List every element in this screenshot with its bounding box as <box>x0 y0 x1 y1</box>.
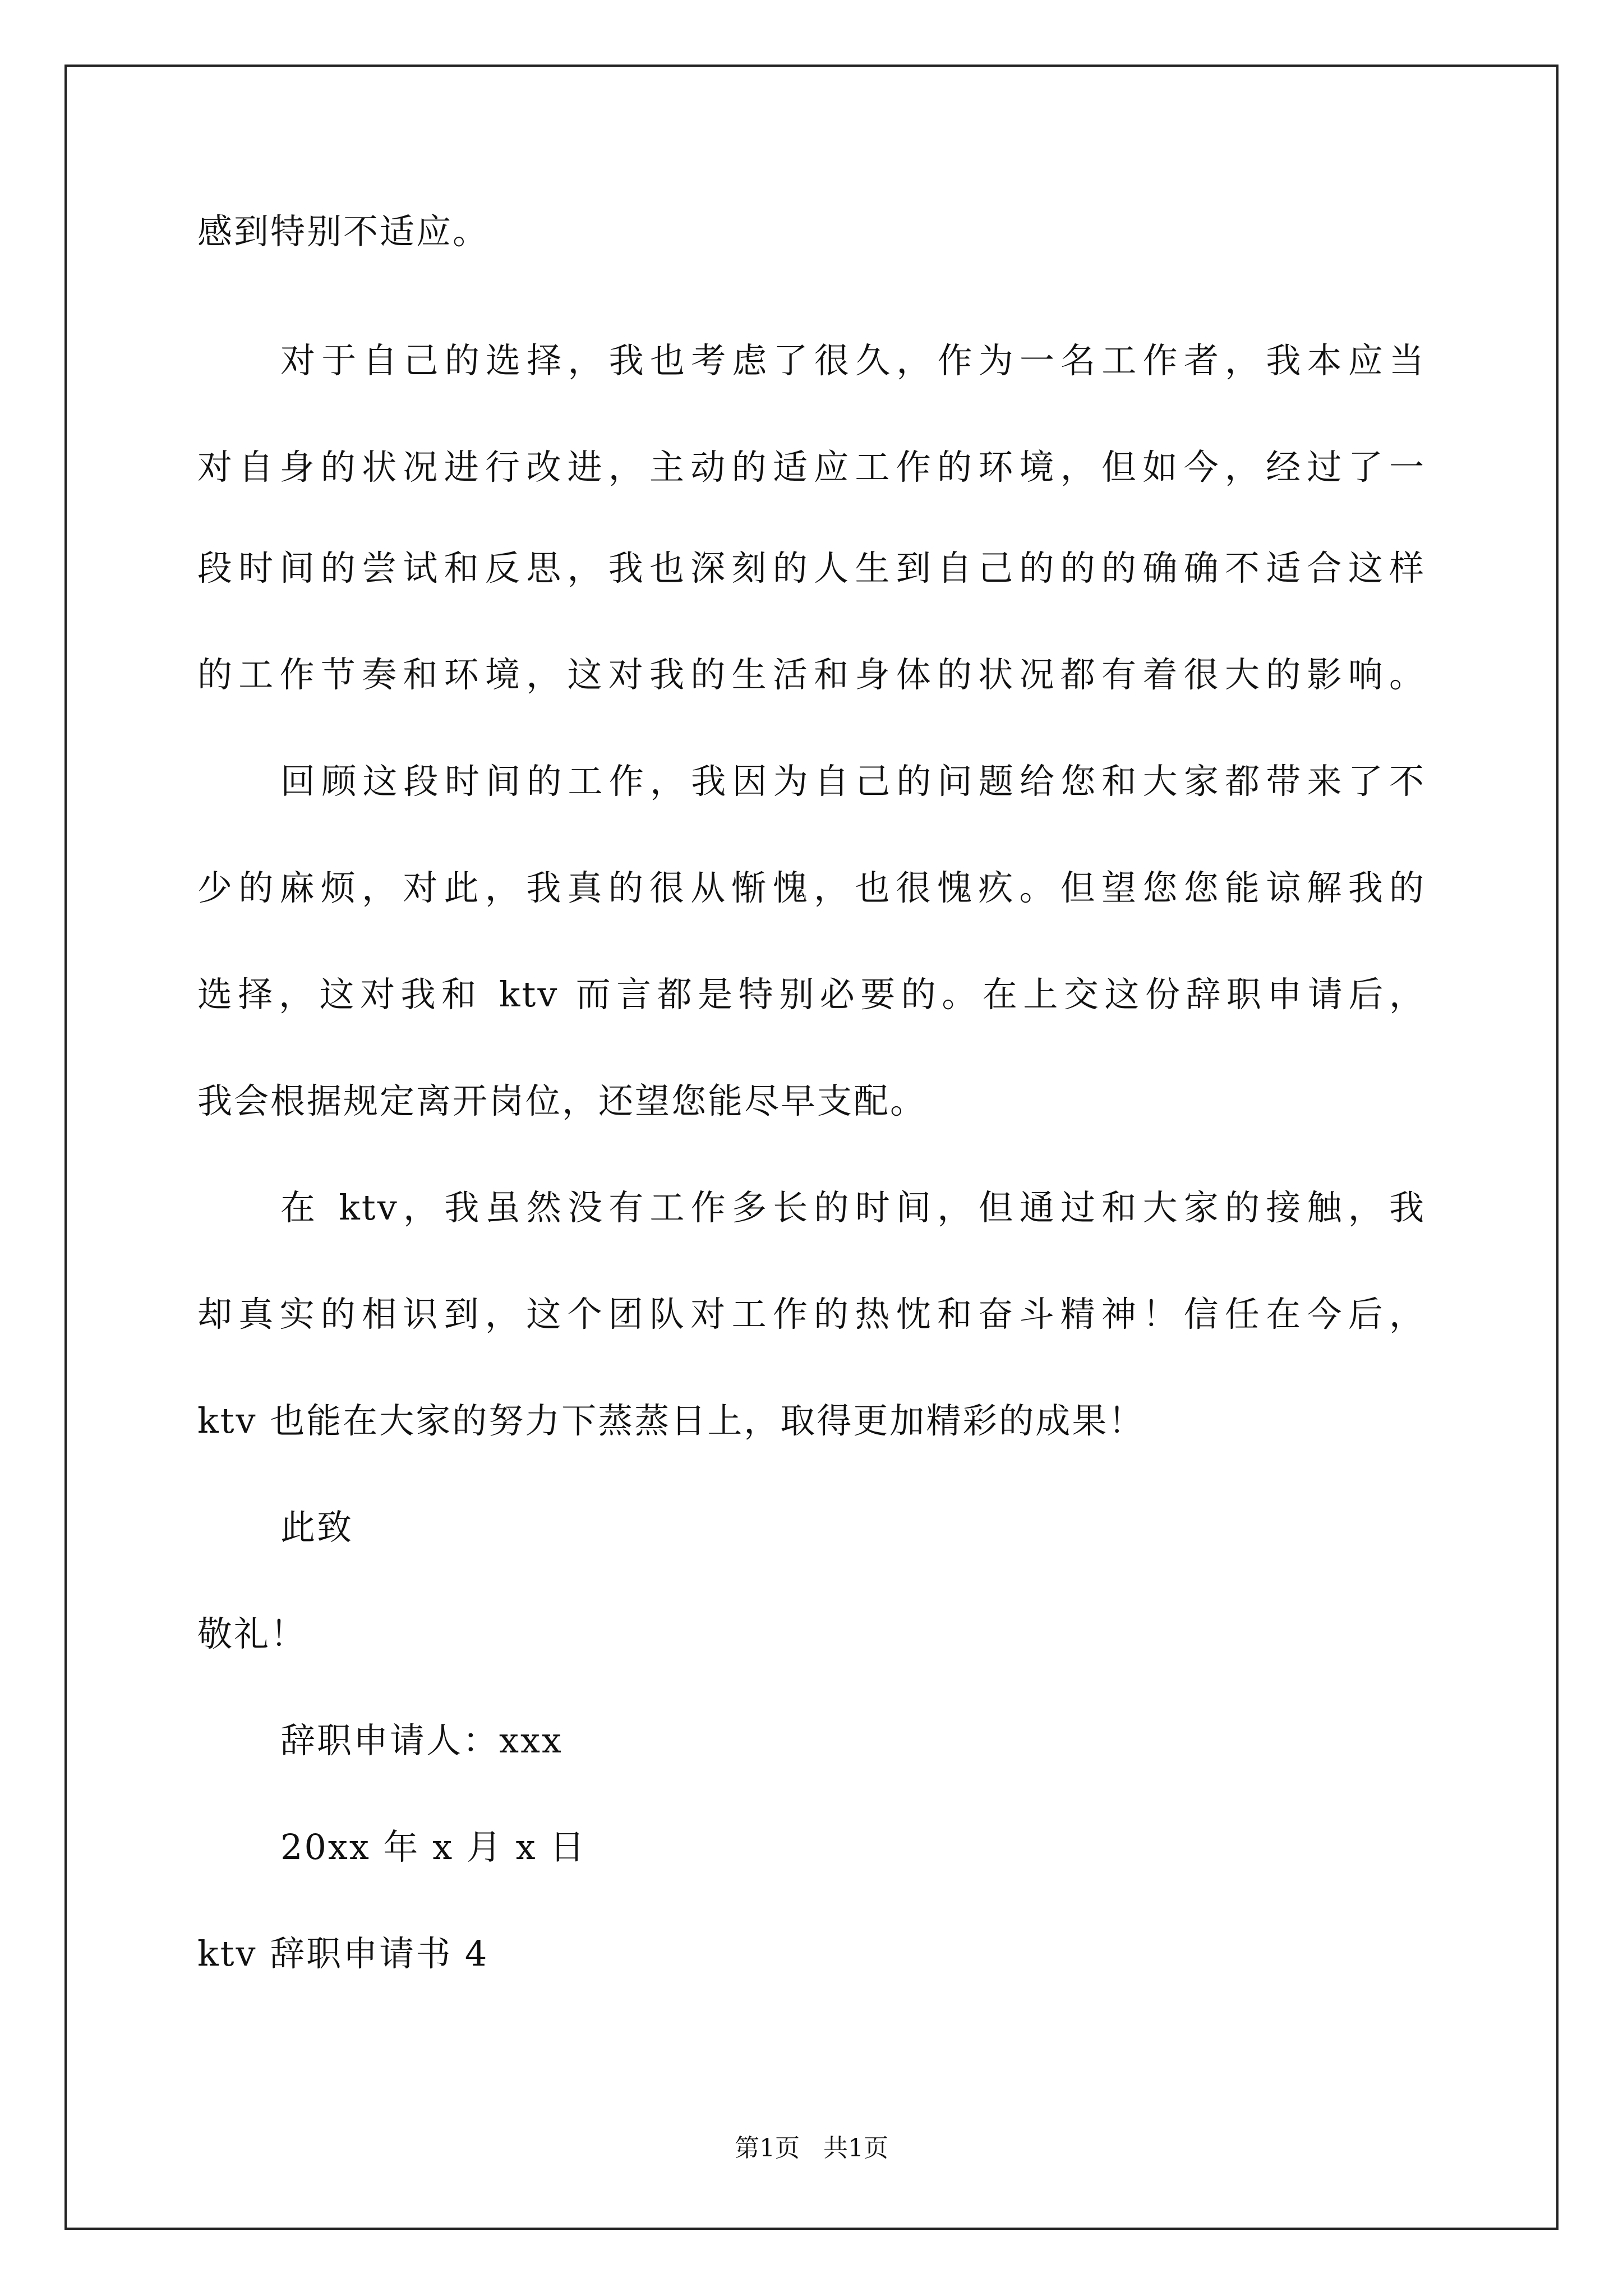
closing-phrase: 此致 <box>280 1507 354 1548</box>
date-line: 20xx 年 x 月 x 日 <box>280 1826 587 1867</box>
text-line: 对自身的状况进行改进，主动的适应工作的环境，但如今，经过了一 <box>197 447 1426 487</box>
signature-line: 辞职申请人：xxx <box>280 1720 563 1761</box>
page-border <box>64 65 1559 2230</box>
text-line: 回顾这段时间的工作，我因为自己的问题给您和大家都带来了不 <box>280 761 1426 802</box>
text-line: 我会根据规定离开岗位，还望您能尽早支配。 <box>197 1080 927 1121</box>
salutation: 敬礼！ <box>197 1613 307 1654</box>
text-line: 选择，这对我和 ktv 而言都是特别必要的。在上交这份辞职申请后， <box>197 974 1426 1015</box>
text-line: 少的麻烦，对此，我真的很从惭愧，也很愧疚。但望您您能谅解我的 <box>197 867 1426 908</box>
section-heading: ktv 辞职申请书 4 <box>197 1933 489 1974</box>
text-line: 却真实的相识到，这个团队对工作的热忱和奋斗精神！信任在今后， <box>197 1294 1426 1335</box>
text-line: ktv 也能在大家的努力下蒸蒸日上，取得更加精彩的成果！ <box>197 1400 1145 1441</box>
text-line: 对于自己的选择，我也考虑了很久，作为一名工作者，我本应当 <box>280 340 1426 381</box>
page-footer: 第1页 共1页 <box>735 2134 888 2162</box>
text-line: 段时间的尝试和反思，我也深刻的人生到自己的的的确确不适合这样 <box>197 547 1426 588</box>
text-line: 在 ktv，我虽然没有工作多长的时间，但通过和大家的接触，我 <box>280 1187 1426 1228</box>
text-line: 感到特别不适应。 <box>197 211 490 252</box>
text-line: 的工作节奏和环境，这对我的生活和身体的状况都有着很大的影响。 <box>197 654 1426 695</box>
